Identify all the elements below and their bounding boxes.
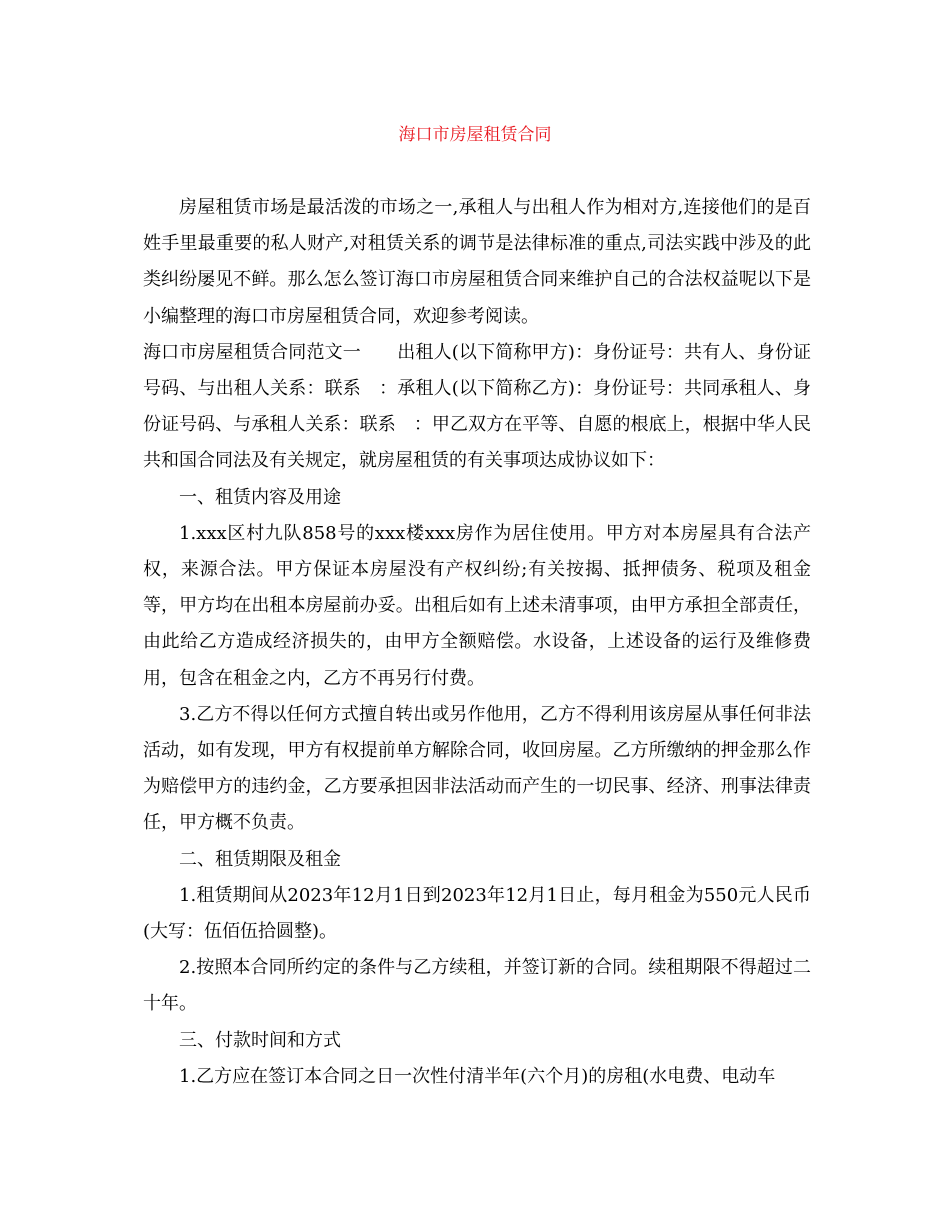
clause-1-3: 3.乙方不得以任何方式擅自转出或另作他用，乙方不得利用该房屋从事任何非法活动，如有发现，甲方有权提前单方解除合同，收回房屋。乙方所缴纳的押金那么作为赔偿甲方的违约金，乙方要承担因非法活动而产生的一切民事、经济、刑事法律责任，甲方概不负责。 [143,703,811,834]
intro-paragraph: 房屋租赁市场是最活泼的市场之一,承租人与出租人作为相对方,连接他们的是百姓手里最重要的私人财产,对租赁关系的调节是法律标准的重点,司法实践中涉及的此类纠纷屡见不鲜。那么怎么签订海口市房屋租赁合同来维护自己的合法权益呢以下是小编整理的海口市房屋租赁合同，欢迎参考阅读。 [143,197,811,327]
clause-2-1: 1.租赁期间从2023年12月1日到2023年12月1日止，每月租金为550元人民币(大写：伍佰伍拾圆整)。 [143,884,811,943]
clause-2-2: 2.按照本合同所约定的条件与乙方续租，并签订新的合同。续租期限不得超过二十年。 [143,957,811,1015]
clause-1-1: 1.xxx区村九队858号的xxx楼xxx房作为居住使用。甲方对本房屋具有合法产权，来源合法。甲方保证本房屋没有产权纠纷;有关按揭、抵押债务、税项及租金等，甲方均在出租本房屋前办妥。出租后如有上述未清事项，由甲方承担全部责任，由此给乙方造成经济损失的，由甲方全额赔偿。水设备，上述设备的运行及维修费用，包含在租金之内，乙方不再另行付费。 [143,522,811,689]
clause-3-1: 1.乙方应在签订本合同之日一次性付清半年(六个月)的房租(水电费、电动车 [179,1065,776,1087]
document-title: 海口市房屋租赁合同 [398,125,552,145]
document-body [143,190,811,1095]
section-heading-1: 一、租赁内容及用途 [179,486,341,508]
parties-paragraph: 海口市房屋租赁合同范文一 出租人(以下简称甲方)：身份证号：共有人、身份证号码、与出租人关系：联系 ：承租人(以下简称乙方)：身份证号：共同承租人、身份证号码、与承租人关系：联系 ：甲乙双方在平等、自愿的根底上，根据中华人民共和国合同法及有关规定，就房屋租赁的有关事项达成协议如下： [143,341,811,472]
section-heading-3: 三、付款时间和方式 [179,1029,341,1051]
section-heading-2: 二、租赁期限及租金 [179,848,341,870]
